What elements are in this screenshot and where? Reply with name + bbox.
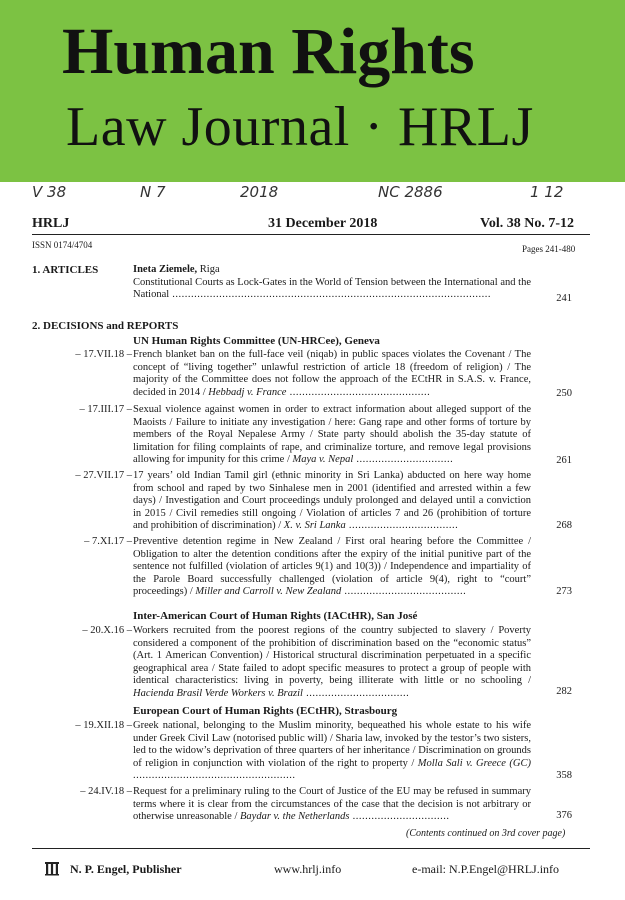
- decision-entry: [133, 470, 531, 533]
- page-number: 282: [556, 686, 572, 697]
- case-name: Maya v. Nepal: [292, 454, 354, 465]
- email-link[interactable]: e-mail: N.P.Engel@HRLJ.info: [412, 862, 560, 876]
- article-entry: [133, 264, 531, 302]
- decision-summary: Preventive detention regime in New Zealand / First oral hearing before the Committee / Obligation to alter the detention conditions after the expiry of the initial punitive part of the sentence not fulfilled (violation of articles 9(1) and 10(3)) / Independence and impartiality of the Parole Board successfully challenged (violation of article 9(4), right to “court” proceedings) /: [133, 536, 531, 597]
- page-number: 261: [556, 455, 572, 466]
- page-number: 250: [556, 388, 572, 399]
- decision-entry: [133, 625, 531, 700]
- leader-dots: ...............................: [353, 454, 454, 465]
- article-author: Ineta Ziemele,: [133, 264, 198, 275]
- page-number: 268: [556, 520, 572, 531]
- decision-date: – 27.VII.17 –: [75, 470, 132, 481]
- leader-dots: .......................................: [341, 586, 467, 597]
- decision-date: – 24.IV.18 –: [80, 786, 132, 797]
- article-title: Constitutional Courts as Lock-Gates in the World of Tension between the International and the National: [133, 276, 531, 300]
- publisher-name: N. P. Engel, Publisher: [70, 862, 182, 876]
- decisions-heading: 2. DECISIONS and REPORTS: [32, 320, 179, 332]
- journal-title-sub: Law Journal · HRLJ: [66, 96, 534, 158]
- handwritten-note: N 7: [140, 183, 166, 201]
- page-number: 273: [556, 586, 572, 597]
- case-name: Miller and Carroll v. New Zealand: [195, 586, 342, 597]
- articles-heading: 1. ARTICLES: [32, 264, 99, 276]
- divider: [32, 234, 590, 235]
- decision-entry: [133, 349, 531, 399]
- page-range: Pages 241-480: [522, 244, 576, 254]
- case-name: Baydar v. the Netherlands: [240, 811, 350, 822]
- leader-dots: ......................................................................................................: [169, 289, 492, 300]
- website-link[interactable]: www.hrlj.info: [274, 862, 342, 876]
- issue-abbr: HRLJ: [32, 216, 70, 231]
- court-heading: UN Human Rights Committee (UN-HRCee), Geneva: [133, 335, 380, 347]
- handwritten-note: NC 2886: [378, 183, 443, 201]
- case-name: X. v. Sri Lanka: [283, 520, 346, 531]
- journal-title-main: Human Rights: [62, 15, 475, 88]
- decision-entry: [133, 786, 531, 824]
- decision-summary: Greek national, belonging to the Muslim minority, bequeathed his whole estate to his wife under Greek Civil Law (notorised public will) / Sharia law, invoked by the testor’s two sisters, led to the widow’s deprivation of three quarters of her inheritance / Discrimination on grounds of religion in conjunction with violation of the right to property /: [133, 720, 531, 769]
- issue-volume: Vol. 38 No. 7-12: [480, 216, 574, 231]
- decision-date: – 7.XI.17 –: [84, 536, 132, 547]
- decision-date: – 20.X.16 –: [82, 625, 132, 636]
- page-number: 358: [556, 770, 572, 781]
- court-heading: European Court of Human Rights (ECtHR), Strasbourg: [133, 705, 398, 717]
- court-heading: Inter-American Court of Human Rights (IACtHR), San José: [133, 610, 418, 622]
- handwritten-note: 1 12: [530, 183, 564, 201]
- case-name: Hebbadj v. France: [208, 386, 287, 398]
- case-name: Hacienda Brasil Verde Workers v. Brazil: [133, 687, 303, 699]
- contents-continued-note: (Contents continued on 3rd cover page): [406, 828, 566, 839]
- decision-summary: Workers recruited from the poorest regions of the country subjected to slavery / Poverty considered a component of the prohibition of discrimination based on the “economic status” (Art. 1 American Convention) / Historical structural discrimination perpetuated in a specific geographical area / State failed to adopt specific measures to protect a group of people with identical characteristics: living in poverty, being illiterate with little or no schooling /: [133, 625, 531, 686]
- title-banner: [0, 0, 625, 182]
- issn: ISSN 0174/4704: [32, 240, 93, 250]
- decision-date: – 19.XII.18 –: [75, 720, 132, 731]
- page-number: 241: [556, 293, 572, 304]
- decision-entry: [133, 404, 531, 467]
- leader-dots: .................................: [302, 687, 410, 699]
- decision-summary: Sexual violence against women in order to extract information about alleged support of the Maoists / Failure to initiate any investigation / here: Gang rape and other forms of torture by members of the Royal Nepalese Army / State party should abolish the 35-day statute of limitation for filing complaints of rape, and criminalize torture, and remove legal provisions allowing for impunity for this crime /: [133, 404, 531, 465]
- issue-date: 31 December 2018: [268, 216, 378, 231]
- leader-dots: ...................................: [345, 520, 459, 531]
- article-place: Riga: [197, 264, 220, 275]
- handwritten-note: 2018: [240, 183, 279, 201]
- decision-entry: [133, 720, 531, 783]
- decision-entry: [133, 536, 531, 599]
- leader-dots: ...............................: [349, 811, 450, 822]
- decision-date: – 17.VII.18 –: [75, 349, 132, 360]
- handwritten-note: V 38: [32, 183, 67, 201]
- decision-summary: 17 years’ old Indian Tamil girl (ethnic minority in Sri Lanka) abducted on here way home from school and raped by two Sinhalese men in 2001 (identified and arrested within a few days) / Investigation and Court proceedings unduly prolonged and delayed until a conviction in 2015 / Civil remedies still ongoing / Violation of articles 7 and 26 (prohibition of torture and prohibition of discrimination) /: [133, 470, 531, 531]
- decision-summary: French blanket ban on the full-face veil (niqab) in public spaces violates the Covenant / The concept of “living together” unlawful restriction of article 18 (freedom of religion) / The majority of the Committee does not follow the approach of the ECtHR in S.A.S. v. France, decided in 2014 /: [133, 349, 531, 398]
- leader-dots: ....................................................: [133, 770, 296, 781]
- divider: [32, 848, 590, 849]
- leader-dots: .............................................: [286, 386, 431, 398]
- decision-date: – 17.III.17 –: [79, 404, 132, 415]
- decision-summary: Request for a preliminary ruling to the Court of Justice of the EU may be refused in summary terms where it is clear from the circumstances of the case that the decision is not arbitrary or otherwise unreasonable /: [133, 786, 531, 822]
- case-name: Molla Sali v. Greece (GC): [417, 757, 531, 769]
- page-number: 376: [556, 810, 572, 821]
- publisher-logo-icon: [44, 860, 60, 876]
